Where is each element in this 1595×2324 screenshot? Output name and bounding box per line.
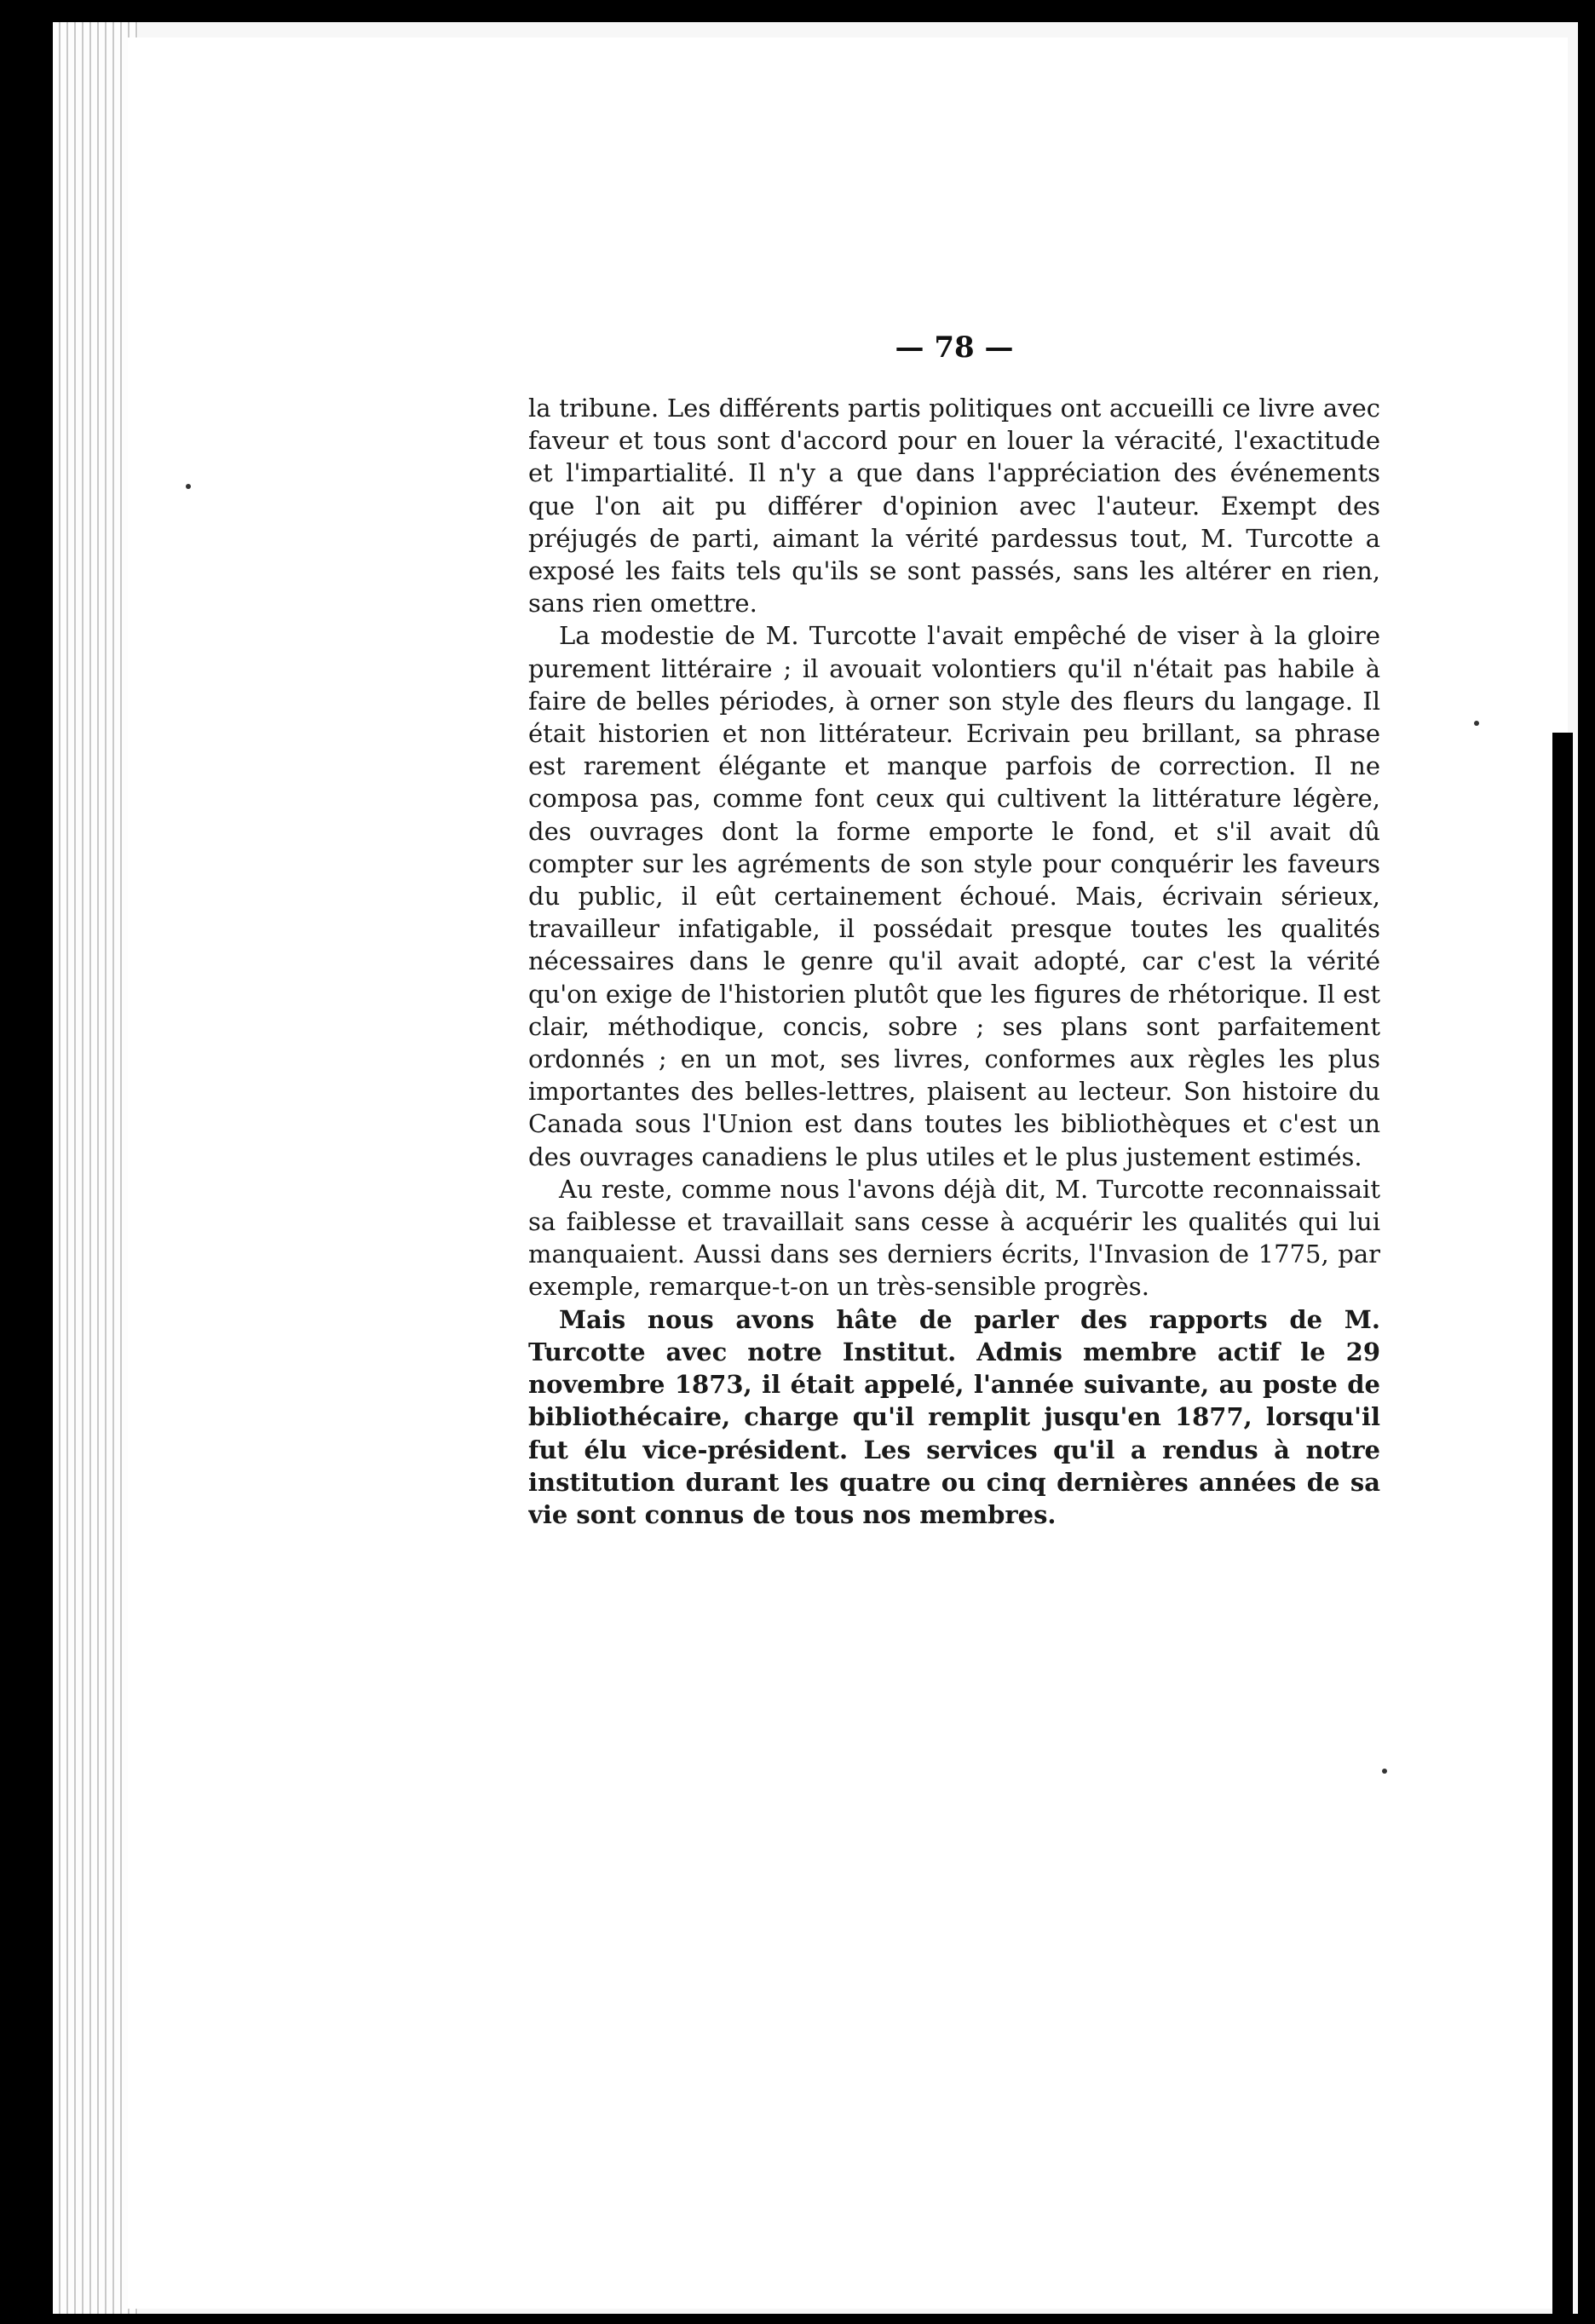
right-page-shadow (1552, 733, 1573, 2317)
paragraph-2: La modestie de M. Turcotte l'avait empêché de viser à la gloire purement littéraire ; il avouait volontiers qu'il n'était pas habile à faire de belles périodes, à orner son style des fleurs du langage. Il était historien et non littérateur. Ecrivain peu brillant, sa phrase est rarement élégante et manque parfois de correction. Il ne composa pas, comme font ceux qui cultivent la littérature légère, des ouvrages dont la forme emporte le fond, et s'il avait dû compter sur les agréments de son style pour conquérir les faveurs du public, il eût certainement échoué. Mais, écrivain sérieux, travailleur infatigable, il possédait presque toutes les qualités nécessaires dans le genre qu'il avait adopté, car c'est la vérité qu'on exige de l'historien plutôt que les figures de rhétorique. Il est clair, méthodique, concis, sobre ; ses plans sont parfaitement ordonnés ; en un mot, ses livres, conformes aux règles les plus importantes des belles-lettres, plaisent au lecteur. Son histoire du Canada sous l'Union est dans toutes les bibliothèques et c'est un des ouvrages canadiens le plus utiles et le plus justement estimés. (528, 621, 1380, 1171)
ink-speck (186, 484, 191, 489)
page-edges (53, 22, 138, 2314)
ink-speck (1382, 1769, 1387, 1774)
body-text (528, 392, 1380, 1900)
paragraph-4: Mais nous avons hâte de parler des rapports de M. Turcotte avec notre Institut. Admis membre actif le 29 novembre 1873, il était appelé, l'année suivante, au poste de bibliothécaire, charge qu'il remplit jusqu'en 1877, lorsqu'il fut élu vice-président. Les services qu'il a rendus à notre institution durant les quatre ou cinq dernières années de sa vie sont connus de tous nos membres. (528, 1304, 1380, 1529)
ink-speck (1474, 721, 1479, 726)
paragraph-3: Au reste, comme nous l'avons déjà dit, M. Turcotte reconnaissait sa faiblesse et travaillait sans cesse à acquérir les qualités qui lui manquaient. Aussi dans ses derniers écrits, l'Invasion de 1775, par exemple, remarque-t-on un très-sensible progrès. (528, 1174, 1380, 1302)
page-number: — 78 — (895, 331, 1014, 365)
paragraph-1: la tribune. Les différents partis politiques ont accueilli ce livre avec faveur et tous sont d'accord pour en louer la véracité, l'exactitude et l'impartialité. Il n'y a que dans l'appréciation des événements que l'on ait pu différer d'opinion avec l'auteur. Exempt des préjugés de parti, aimant la vérité pardessus tout, M. Turcotte a exposé les faits tels qu'ils se sont passés, sans les altérer en rien, sans rien omettre. (528, 394, 1380, 618)
